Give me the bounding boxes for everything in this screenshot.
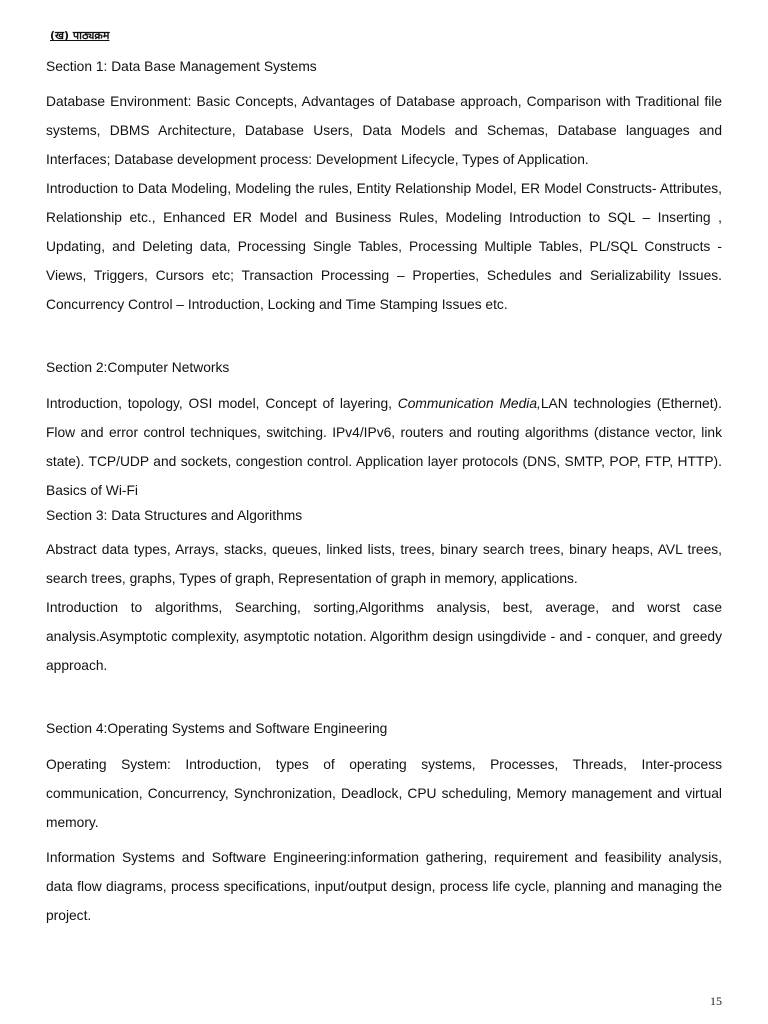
section-2-paragraph <box>46 389 722 505</box>
section-3-paragraph-1: Abstract data types, Arrays, stacks, queues, linked lists, trees, binary search trees, binary heaps, AVL trees, search trees, graphs, Types of graph, Representation of graph in memory, applications. <box>46 542 722 586</box>
section-2-title: Section 2:Computer Networks <box>46 360 230 375</box>
syllabus-heading: (ख) पाठ्यक्रम <box>50 29 110 42</box>
page-number: 15 <box>710 994 722 1008</box>
section-2-text-end: LAN technologies (Ethernet). Flow and error control techniques, switching. IPv4/IPv6, routers and routing algorithms (distance vector, link state). TCP/UDP and sockets, congestion control. Application layer protocols (DNS, SMTP, POP, FTP, HTTP). Basics of Wi-Fi <box>46 396 722 498</box>
section-4-title: Section 4:Operating Systems and Software Engineering <box>46 721 388 736</box>
section-3-title: Section 3: Data Structures and Algorithms <box>46 508 303 523</box>
document-page <box>46 28 722 930</box>
section-2-text-start: Introduction, topology, OSI model, Concept of layering, <box>46 396 398 411</box>
section-1-paragraph-1: Database Environment: Basic Concepts, Advantages of Database approach, Comparison with Traditional file systems, DBMS Architecture, Database Users, Data Models and Schemas, Database languages and Interfaces; Database development process: Development Lifecycle, Types of Application. <box>46 94 722 167</box>
section-1-title: Section 1: Data Base Management Systems <box>46 59 317 74</box>
section-1-paragraph-2: Introduction to Data Modeling, Modeling the rules, Entity Relationship Model, ER Model Constructs- Attributes, Relationship etc., Enhanced ER Model and Business Rules, Modeling Introduction to SQL – Inserting , Updating, and Deleting data, Processing Single Tables, Processing Multiple Tables, PL/SQL Constructs - Views, Triggers, Cursors etc; Transaction Processing – Properties, Schedules and Serializability Issues. Concurrency Control – Introduction, Locking and Time Stamping Issues etc. <box>46 181 722 312</box>
section-4-paragraph-1: Operating System: Introduction, types of operating systems, Processes, Threads, Inter-process communication, Concurrency, Synchronization, Deadlock, CPU scheduling, Memory management and virtual memory. <box>46 757 722 830</box>
section-4-paragraph-2: Information Systems and Software Engineering:information gathering, requirement and feasibility analysis, data flow diagrams, process specifications, input/output design, process life cycle, planning and managing the project. <box>46 850 722 923</box>
section-3-paragraph-2: Introduction to algorithms, Searching, sorting,Algorithms analysis, best, average, and worst case analysis.Asymptotic complexity, asymptotic notation. Algorithm design usingdivide - and - conquer, and greedy approach. <box>46 600 722 673</box>
section-2-italic-text: Communication Media, <box>397 396 541 411</box>
